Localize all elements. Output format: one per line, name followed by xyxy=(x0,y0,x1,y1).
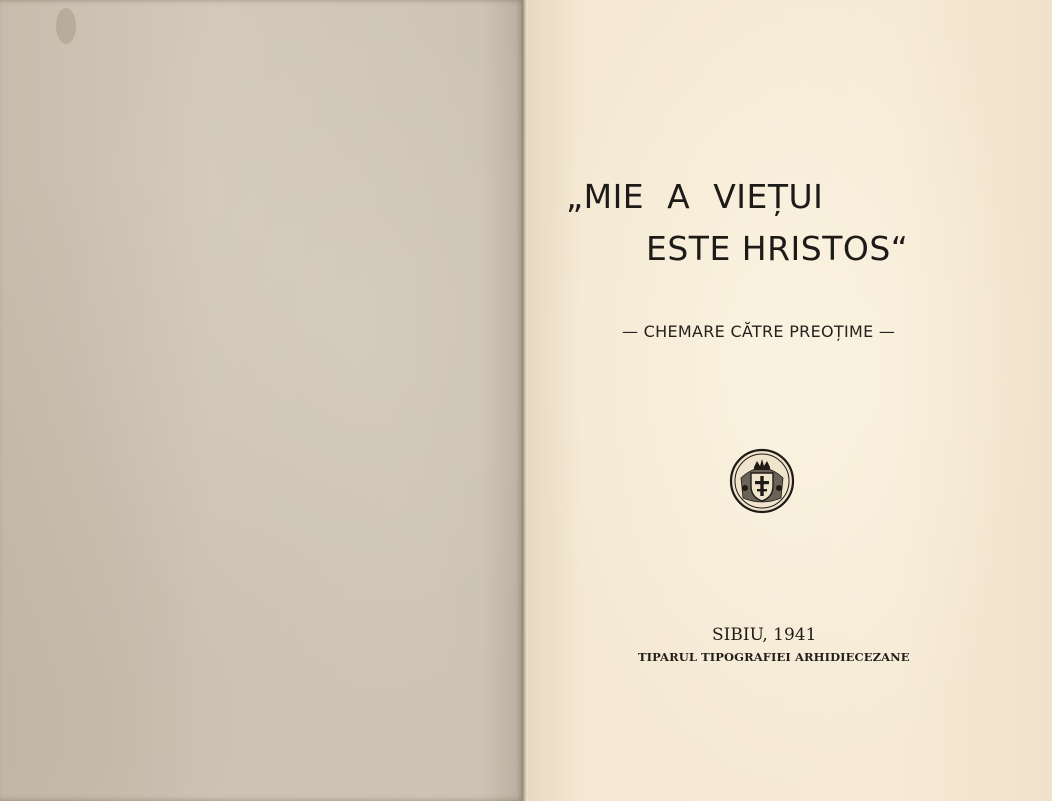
title-line-2: ESTE HRISTOS“ xyxy=(646,229,909,268)
imprint-place-year: SIBIU, 1941 xyxy=(712,625,817,645)
subtitle: — CHEMARE CĂTRE PREOȚIME — xyxy=(622,322,896,341)
imprint-printer: TIPARUL TIPOGRAFIEI ARHIDIECEZANE xyxy=(638,650,910,664)
title-page xyxy=(528,0,1052,801)
paper-stain xyxy=(56,8,76,44)
archdiocesan-seal-icon xyxy=(729,448,795,514)
left-blank-page xyxy=(0,0,524,801)
title-line-1: „MIE A VIEȚUI xyxy=(566,177,824,216)
